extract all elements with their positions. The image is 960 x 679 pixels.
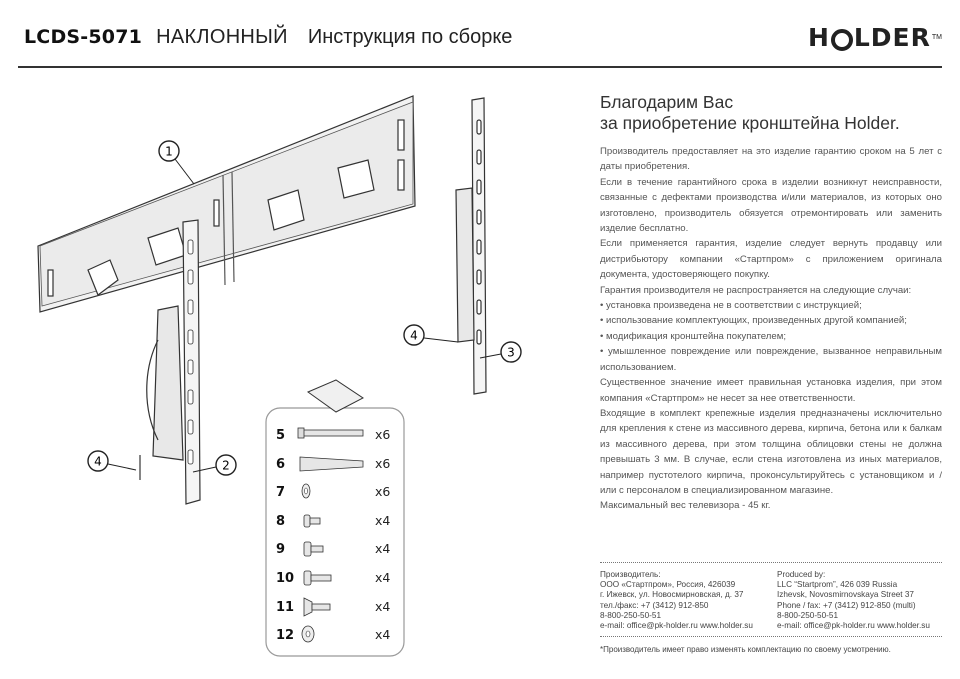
contact-en-line: LLC “Startprom”, 426 039 Russia (777, 580, 898, 590)
svg-text:10: 10 (276, 571, 295, 586)
contacts-en (765, 570, 942, 631)
warranty-column (600, 92, 942, 514)
warranty-text (600, 144, 942, 514)
holder-logo (808, 22, 942, 52)
svg-text:x4: x4 (375, 627, 391, 642)
contact-en-line: e-mail: office@pk-holder.ru www.holder.su (777, 621, 930, 631)
warranty-paragraph-3: Если применяется гарантия, изделие следует вернуть продавцу или дистрибьютору компании «Стартпром» с приложением оригинала документа, удостоверяющего покупку. (600, 238, 942, 281)
contact-en-line: Phone / fax: +7 (3412) 912-850 (multi) (777, 600, 916, 610)
svg-text:x4: x4 (375, 570, 391, 585)
svg-text:7: 7 (276, 485, 286, 500)
warranty-bullet-2: • использование комплектующих, произведенных другой компанией; (600, 315, 907, 327)
model-number: LCDS-5071 (24, 26, 143, 48)
svg-text:x6: x6 (375, 484, 391, 499)
svg-text:x4: x4 (375, 541, 391, 556)
svg-text:x4: x4 (375, 513, 391, 528)
contact-ru-line: Производитель: (600, 570, 661, 579)
callout-4-left-label: 4 (94, 454, 102, 469)
svg-text:x4: x4 (375, 599, 391, 614)
svg-text:x6: x6 (375, 427, 391, 442)
warranty-bullet-4: • умышленное повреждение или повреждение, вызванное неправильным использованием. (600, 346, 942, 373)
footnote: *Производитель имеет право изменять комплектацию по своему усмотрению. (600, 645, 891, 654)
contact-ru-line: e-mail: office@pk-holder.ru www.holder.su (600, 621, 753, 631)
warranty-paragraph-1: Производитель предоставляет на это изделие гарантию сроком на 5 лет с даты приобретения. (600, 146, 942, 173)
contact-ru-line: тел./факс: +7 (3412) 912-850 (600, 600, 709, 610)
callout-4-right (404, 325, 458, 345)
callout-1-label: 1 (165, 144, 173, 159)
svg-text:12: 12 (276, 628, 295, 643)
hardware-bag-icon (308, 380, 363, 412)
contact-en-line: 8-800-250-50-51 (777, 610, 838, 620)
callout-4-right-label: 4 (410, 328, 418, 343)
logo-ring-icon (831, 29, 853, 51)
svg-text:11: 11 (276, 600, 295, 615)
warranty-bullet-3: • модификация кронштейна покупателем; (600, 330, 787, 342)
document-header (24, 26, 512, 52)
callout-1 (159, 141, 194, 184)
thanks-line-2: за приобретение кронштейна Holder. (600, 113, 900, 133)
svg-text:5: 5 (276, 428, 286, 443)
warranty-paragraph-6: Входящие в комплект крепежные изделия предназначены исключительно для крепления к стене из массивного дерева, кирпича, бетона или к балкам из массивного дерева, при этом толщина облицовки стены не должна превышать 3 мм. В случае, если стена изготовлена из иных материалов, например пустотелого кирпича, проконсультируйтесь с установщиком и / или с персоналом в специализированном магазине. (600, 407, 942, 496)
assembly-diagram (18, 80, 578, 670)
contact-ru-line: ООО «Стартпром», Россия, 426039 (600, 580, 736, 590)
svg-text:6: 6 (276, 457, 286, 472)
right-arm-drawing (456, 98, 486, 394)
contact-ru-line: г. Ижевск, ул. Новосмирновская, д. 37 (600, 590, 744, 600)
mount-type: НАКЛОННЫЙ (156, 26, 288, 48)
warranty-paragraph-5: Существенное значение имеет правильная установка изделия, при этом компания «Стартпром» не несет за нее ответственности. (600, 377, 942, 404)
warranty-paragraph-4: Гарантия производителя не распространяется на следующие случаи: (600, 284, 912, 296)
logo-text-left: H (807, 22, 830, 52)
contacts-divider-bottom (600, 636, 942, 637)
logo-trademark: TM (931, 33, 942, 41)
svg-text:8: 8 (276, 514, 286, 529)
contact-en-line: Produced by: (777, 570, 826, 579)
header-divider (18, 66, 942, 68)
logo-text-right: LDER (853, 22, 931, 52)
thanks-heading (600, 92, 942, 134)
callout-4-left (88, 451, 136, 471)
washer-icon (302, 484, 310, 498)
contact-en-line: Izhevsk, Novosmirnovskaya Street 37 (777, 590, 914, 600)
svg-text:x6: x6 (375, 456, 391, 471)
contacts-ru (600, 570, 765, 631)
spacer-icon (302, 626, 314, 642)
warranty-paragraph-7: Максимальный вес телевизора - 45 кг. (600, 500, 771, 512)
contact-ru-line: 8-800-250-50-51 (600, 610, 661, 620)
warranty-paragraph-2: Если в течение гарантийного срока в изделии возникнут неисправности, связанные с дефектами производства и/или материалов, из которых оно изготовлено, производитель обязуется отремонтировать или заменить изделие бесплатно. (600, 176, 942, 235)
svg-text:9: 9 (276, 542, 286, 557)
document-title: Инструкция по сборке (307, 26, 513, 48)
contacts-block (600, 570, 942, 631)
callout-3-label: 3 (507, 345, 515, 360)
contacts-divider-top (600, 562, 942, 563)
warranty-bullet-1: • установка произведена не в соответствии с инструкцией; (600, 300, 862, 312)
callout-2-label: 2 (222, 458, 230, 473)
thanks-line-1: Благодарим Вас (600, 92, 734, 112)
wall-plate-drawing (38, 96, 415, 312)
